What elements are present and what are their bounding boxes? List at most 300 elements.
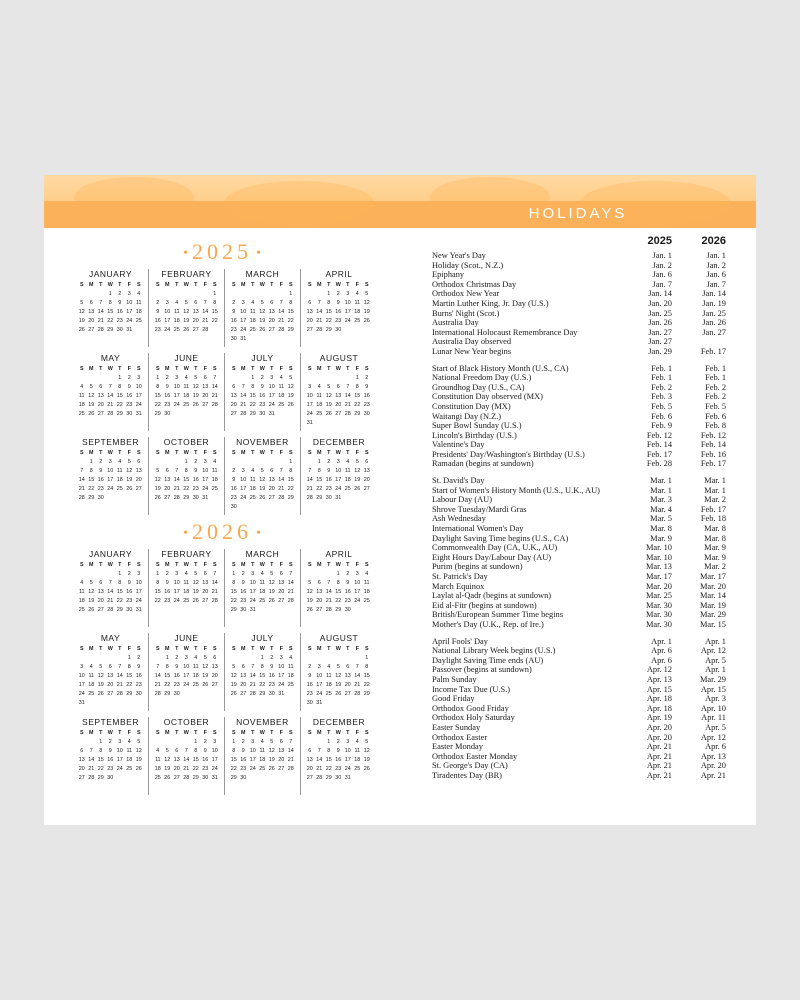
day-cell: 20 <box>268 486 275 492</box>
week-row <box>153 690 224 699</box>
holiday-name: Start of Black History Month (U.S., CA) <box>432 363 569 373</box>
holiday-row <box>432 582 726 592</box>
day-cell: 10 <box>135 580 142 586</box>
date-2026: Mar. 2 <box>704 495 726 505</box>
holiday-name: Mother's Day (U.K., Rep. of Ire.) <box>432 619 544 629</box>
day-cell: 15 <box>154 589 161 595</box>
day-cell: 21 <box>116 682 123 688</box>
day-cell: 29 <box>287 495 294 501</box>
day-cell: 13 <box>107 673 114 679</box>
day-cell: 20 <box>88 318 95 324</box>
day-cell: 27 <box>306 327 313 333</box>
day-cell <box>362 419 372 428</box>
day-cell: 12 <box>287 384 294 390</box>
week-row <box>229 374 300 383</box>
day-cell: 14 <box>278 477 285 483</box>
holiday-name: Start of Women's History Month (U.S., U.K., AU) <box>432 485 600 495</box>
weekday-letter: W <box>107 562 113 568</box>
day-cell: 6 <box>270 468 274 474</box>
date-2025: Mar. 20 <box>645 581 672 591</box>
day-cell <box>324 374 334 383</box>
holiday-name: Eight Hours Day/Labour Day (AU) <box>432 552 552 562</box>
weekday-letter: F <box>203 282 207 288</box>
day-cell: 17 <box>240 486 247 492</box>
holiday-name: Groundhog Day (U.S., CA) <box>432 382 525 392</box>
day-cell: 17 <box>135 589 142 595</box>
date-2025: Feb. 12 <box>646 430 672 440</box>
holiday-name: Passover (begins at sundown) <box>432 665 532 675</box>
month-october <box>149 717 225 795</box>
day-cell: 14 <box>306 477 313 483</box>
day-cell: 10 <box>240 309 247 315</box>
date-2026: Jan. 25 <box>702 308 726 318</box>
day-cell: 18 <box>154 766 161 772</box>
day-cell: 28 <box>249 691 256 697</box>
date-2026: Feb. 16 <box>700 449 726 459</box>
day-cell: 3 <box>80 664 84 670</box>
day-cell <box>353 494 363 503</box>
day-cell: 22 <box>230 598 237 604</box>
day-cell: 9 <box>127 580 131 586</box>
day-cell: 6 <box>365 459 369 465</box>
holiday-row <box>432 742 726 752</box>
date-2025: Apr. 13 <box>646 674 672 684</box>
day-cell: 25 <box>363 598 370 604</box>
day-cell <box>96 570 106 579</box>
date-2026: Apr. 12 <box>700 732 726 742</box>
day-cell: 18 <box>354 309 361 315</box>
holiday-row <box>432 543 726 553</box>
day-cell: 5 <box>365 291 369 297</box>
week-row <box>229 299 300 308</box>
day-cell: 30 <box>202 775 209 781</box>
weekday-letter: F <box>127 730 131 736</box>
holiday-row <box>432 270 726 280</box>
day-cell: 26 <box>287 402 294 408</box>
day-cell: 7 <box>108 580 112 586</box>
day-cell: 20 <box>306 766 313 772</box>
day-cell: 3 <box>241 300 245 306</box>
day-cell: 19 <box>164 766 171 772</box>
date-2025: Feb. 5 <box>651 401 672 411</box>
day-cell: 29 <box>335 607 342 613</box>
week-row <box>305 290 377 299</box>
week-row <box>229 597 300 606</box>
day-cell: 11 <box>126 748 133 754</box>
date-2026: Feb. 17 <box>700 459 726 469</box>
day-cell: 8 <box>165 664 169 670</box>
weekday-letter: T <box>327 366 331 372</box>
weekday-letter: W <box>335 730 341 736</box>
holiday-row <box>432 562 726 572</box>
day-cell <box>153 458 163 467</box>
week-row <box>77 485 148 494</box>
day-cell: 20 <box>335 402 342 408</box>
weekday-letter: S <box>307 730 312 736</box>
day-cell: 22 <box>287 486 294 492</box>
day-cell: 5 <box>327 384 331 390</box>
day-cell: 28 <box>325 607 332 613</box>
day-cell: 22 <box>192 766 199 772</box>
day-cell <box>182 690 192 699</box>
day-cell: 24 <box>344 318 351 324</box>
weekday-letter: S <box>155 450 160 456</box>
day-cell: 23 <box>240 766 247 772</box>
day-cell: 17 <box>249 589 256 595</box>
week-row <box>305 690 377 699</box>
weekday-letter: S <box>364 282 369 288</box>
day-cell: 30 <box>344 607 351 613</box>
day-cell: 3 <box>137 571 141 577</box>
week-row <box>153 756 224 765</box>
date-2025: Jan. 27 <box>648 327 672 337</box>
day-cell: 27 <box>97 607 104 613</box>
day-cell: 24 <box>135 402 142 408</box>
day-cell: 23 <box>325 486 332 492</box>
week-row <box>229 738 300 747</box>
day-cell: 16 <box>126 589 133 595</box>
day-cell: 3 <box>346 291 350 297</box>
month-name: AUGUST <box>319 633 359 643</box>
day-cell <box>277 335 287 344</box>
week-row <box>229 308 300 317</box>
day-cell: 11 <box>249 309 256 315</box>
date-2025: Mar. 25 <box>645 591 672 601</box>
day-cell <box>362 494 372 503</box>
day-cell: 19 <box>192 393 199 399</box>
holiday-name: Daylight Saving Time begins (U.S., CA) <box>432 533 569 543</box>
day-cell: 2 <box>99 459 103 465</box>
week-row <box>305 597 377 606</box>
weekday-letter: T <box>175 366 179 372</box>
day-cell: 6 <box>232 384 236 390</box>
day-cell: 6 <box>270 300 274 306</box>
day-cell: 25 <box>325 691 332 697</box>
weekday-letter: T <box>251 646 255 652</box>
day-cell: 2 <box>165 375 169 381</box>
day-cell <box>248 654 258 663</box>
day-cell: 16 <box>240 757 247 763</box>
day-cell: 29 <box>97 775 104 781</box>
day-cell: 22 <box>164 682 171 688</box>
week-row <box>229 290 300 299</box>
day-cell: 20 <box>78 766 85 772</box>
day-cell <box>286 774 296 783</box>
weekday-header <box>305 561 377 570</box>
weekday-letter: T <box>346 562 350 568</box>
weekday-letter: S <box>288 562 293 568</box>
day-cell: 31 <box>249 607 256 613</box>
date-2025: Mar. 8 <box>650 524 672 534</box>
day-cell: 16 <box>97 477 104 483</box>
day-cell: 15 <box>287 477 294 483</box>
day-cell: 18 <box>316 402 323 408</box>
day-cell: 4 <box>89 664 93 670</box>
weekday-letter: M <box>89 562 94 568</box>
day-cell: 4 <box>137 291 141 297</box>
date-2025: Jan. 20 <box>648 298 672 308</box>
month-name: SEPTEMBER <box>82 437 139 447</box>
day-cell: 2 <box>165 571 169 577</box>
day-cell: 17 <box>335 477 342 483</box>
day-cell: 4 <box>213 459 217 465</box>
holiday-name: Income Tax Due (U.S.) <box>432 684 511 694</box>
weekday-letter: F <box>355 282 359 288</box>
week-row <box>77 317 148 326</box>
week-row <box>153 765 224 774</box>
day-cell: 1 <box>108 291 112 297</box>
holiday-row <box>432 514 726 524</box>
week-row <box>229 392 300 401</box>
day-cell: 25 <box>192 682 199 688</box>
month-name: JULY <box>251 353 274 363</box>
day-cell: 2 <box>260 375 264 381</box>
day-cell: 11 <box>344 468 351 474</box>
holiday-name: St. David's Day <box>432 476 485 486</box>
day-cell <box>305 738 315 747</box>
holiday-name: Tiradentes Day (BR) <box>432 770 502 780</box>
day-cell: 5 <box>127 459 131 465</box>
day-cell: 15 <box>325 757 332 763</box>
weekday-letter: T <box>99 562 103 568</box>
day-cell: 17 <box>344 309 351 315</box>
weekday-letter: F <box>203 450 207 456</box>
week-row <box>305 681 377 690</box>
day-cell: 1 <box>184 459 188 465</box>
day-cell <box>96 699 106 708</box>
day-cell: 2 <box>241 739 245 745</box>
holiday-name: Orthodox Good Friday <box>432 703 509 713</box>
day-cell <box>201 290 211 299</box>
day-cell <box>182 410 192 419</box>
day-cell: 22 <box>287 318 294 324</box>
day-cell: 26 <box>88 607 95 613</box>
date-2026: Mar. 20 <box>699 581 726 591</box>
week-row <box>305 308 377 317</box>
day-cell: 10 <box>344 748 351 754</box>
weekday-header <box>153 281 224 290</box>
day-cell: 5 <box>99 664 103 670</box>
day-cell: 29 <box>192 775 199 781</box>
day-cell: 6 <box>241 664 245 670</box>
day-cell <box>362 699 372 708</box>
date-2026: Apr. 20 <box>700 761 726 771</box>
day-cell: 27 <box>164 495 171 501</box>
week-row <box>229 326 300 335</box>
date-2025: Mar. 9 <box>650 533 672 543</box>
weekday-letter: F <box>279 282 283 288</box>
day-cell: 15 <box>154 393 161 399</box>
weekday-letter: S <box>288 450 293 456</box>
day-cell <box>239 290 249 299</box>
day-cell <box>87 654 97 663</box>
weekday-letter: M <box>317 562 322 568</box>
holiday-name: International Holocaust Remembrance Day <box>432 327 578 337</box>
date-2026: Mar. 9 <box>704 552 726 562</box>
weekday-letter: F <box>203 562 207 568</box>
day-cell: 25 <box>135 318 142 324</box>
day-cell: 27 <box>78 775 85 781</box>
day-cell: 12 <box>259 309 266 315</box>
date-2025: Jan. 29 <box>648 346 672 356</box>
holiday-name: St. George's Day (CA) <box>432 761 508 771</box>
day-cell: 21 <box>316 766 323 772</box>
day-cell <box>286 606 296 615</box>
week-row <box>77 606 148 615</box>
day-cell: 10 <box>126 300 133 306</box>
week-row <box>77 299 148 308</box>
bullet-icon: • <box>183 245 188 261</box>
week-row <box>229 588 300 597</box>
week-row <box>153 458 224 467</box>
weekday-letter: T <box>99 730 103 736</box>
day-cell: 5 <box>203 655 207 661</box>
day-cell: 31 <box>240 336 247 342</box>
day-cell: 25 <box>78 411 85 417</box>
week-row <box>305 747 377 756</box>
day-cell: 29 <box>325 327 332 333</box>
month-may <box>73 353 149 431</box>
holiday-name: Burns' Night (Scot.) <box>432 308 500 318</box>
day-cell: 8 <box>118 384 122 390</box>
day-cell: 24 <box>202 486 209 492</box>
day-cell: 5 <box>194 375 198 381</box>
day-cell: 9 <box>336 748 340 754</box>
day-cell <box>172 738 182 747</box>
day-cell: 9 <box>232 477 236 483</box>
day-cell: 19 <box>268 757 275 763</box>
bullet-icon: • <box>183 525 188 541</box>
day-cell: 1 <box>118 375 122 381</box>
day-cell: 4 <box>251 468 255 474</box>
day-cell: 4 <box>184 571 188 577</box>
day-cell: 22 <box>97 766 104 772</box>
day-cell: 27 <box>192 327 199 333</box>
day-cell: 13 <box>202 384 209 390</box>
day-cell <box>305 374 315 383</box>
day-cell: 25 <box>278 402 285 408</box>
right-page <box>400 175 756 825</box>
weekday-letter: W <box>107 646 113 652</box>
day-cell: 2 <box>203 739 207 745</box>
day-cell: 6 <box>279 739 283 745</box>
day-cell: 1 <box>232 739 236 745</box>
month-name: OCTOBER <box>163 437 210 447</box>
month-name: MARCH <box>245 269 280 279</box>
day-cell: 23 <box>335 318 342 324</box>
week-row <box>153 774 224 783</box>
day-cell: 24 <box>126 318 133 324</box>
day-cell: 18 <box>173 318 180 324</box>
day-cell: 24 <box>268 402 275 408</box>
day-cell: 21 <box>173 486 180 492</box>
day-cell <box>277 458 287 467</box>
date-2026: Jan. 26 <box>702 318 726 328</box>
day-cell: 7 <box>213 375 217 381</box>
day-cell: 23 <box>335 766 342 772</box>
day-cell: 23 <box>240 598 247 604</box>
day-cell: 28 <box>202 327 209 333</box>
day-cell <box>324 570 334 579</box>
day-cell: 6 <box>89 300 93 306</box>
date-2026: Feb. 1 <box>705 363 726 373</box>
weekday-letter: T <box>118 562 122 568</box>
day-cell: 16 <box>164 589 171 595</box>
weekday-letter: S <box>155 646 160 652</box>
holiday-name: New Year's Day <box>432 251 486 260</box>
day-cell: 13 <box>306 757 313 763</box>
week-row <box>229 503 300 512</box>
holiday-row <box>432 572 726 582</box>
day-cell <box>267 290 277 299</box>
day-cell: 16 <box>230 486 237 492</box>
holiday-name: National Library Week begins (U.S.) <box>432 646 556 656</box>
day-cell: 21 <box>202 318 209 324</box>
holiday-row <box>432 373 726 383</box>
day-cell <box>334 699 344 708</box>
day-cell: 26 <box>259 327 266 333</box>
day-cell: 12 <box>126 468 133 474</box>
day-cell: 24 <box>249 598 256 604</box>
weekday-letter: T <box>99 366 103 372</box>
weekday-letter: T <box>270 730 274 736</box>
weekday-letter: W <box>183 450 189 456</box>
weekday-letter: W <box>259 450 265 456</box>
weekday-letter: S <box>288 366 293 372</box>
day-cell: 22 <box>249 402 256 408</box>
day-cell: 30 <box>126 607 133 613</box>
date-2025: Jan. 7 <box>652 279 672 289</box>
month-september <box>73 437 149 515</box>
day-cell: 12 <box>363 300 370 306</box>
day-cell: 6 <box>165 468 169 474</box>
week-row <box>305 663 377 672</box>
day-cell <box>334 654 344 663</box>
day-cell: 21 <box>354 682 361 688</box>
weekday-letter: T <box>346 646 350 652</box>
day-cell <box>96 374 106 383</box>
day-cell <box>134 774 144 783</box>
date-2026: Feb. 12 <box>700 430 726 440</box>
day-cell: 18 <box>287 673 294 679</box>
day-cell: 30 <box>363 411 370 417</box>
week-row <box>229 317 300 326</box>
week-row <box>153 672 224 681</box>
holiday-row <box>432 486 726 496</box>
week-row <box>305 458 377 467</box>
day-cell: 10 <box>278 664 285 670</box>
weekday-letter: T <box>194 450 198 456</box>
day-cell: 3 <box>355 571 359 577</box>
date-2026: Apr. 3 <box>705 694 726 704</box>
day-cell: 13 <box>240 673 247 679</box>
day-cell: 15 <box>116 589 123 595</box>
weekday-letter: S <box>307 282 312 288</box>
weekday-letter: T <box>346 730 350 736</box>
day-cell: 11 <box>183 384 190 390</box>
weekday-letter: S <box>212 646 217 652</box>
day-cell: 9 <box>203 748 207 754</box>
holiday-name: Easter Monday <box>432 742 483 752</box>
day-cell: 10 <box>249 748 256 754</box>
holiday-name: Purim (begins at sundown) <box>432 562 523 572</box>
weekday-header <box>305 365 377 374</box>
weekday-letter: F <box>355 450 359 456</box>
day-cell <box>362 774 372 783</box>
day-cell: 26 <box>164 775 171 781</box>
day-cell: 18 <box>78 598 85 604</box>
day-cell: 2 <box>241 571 245 577</box>
